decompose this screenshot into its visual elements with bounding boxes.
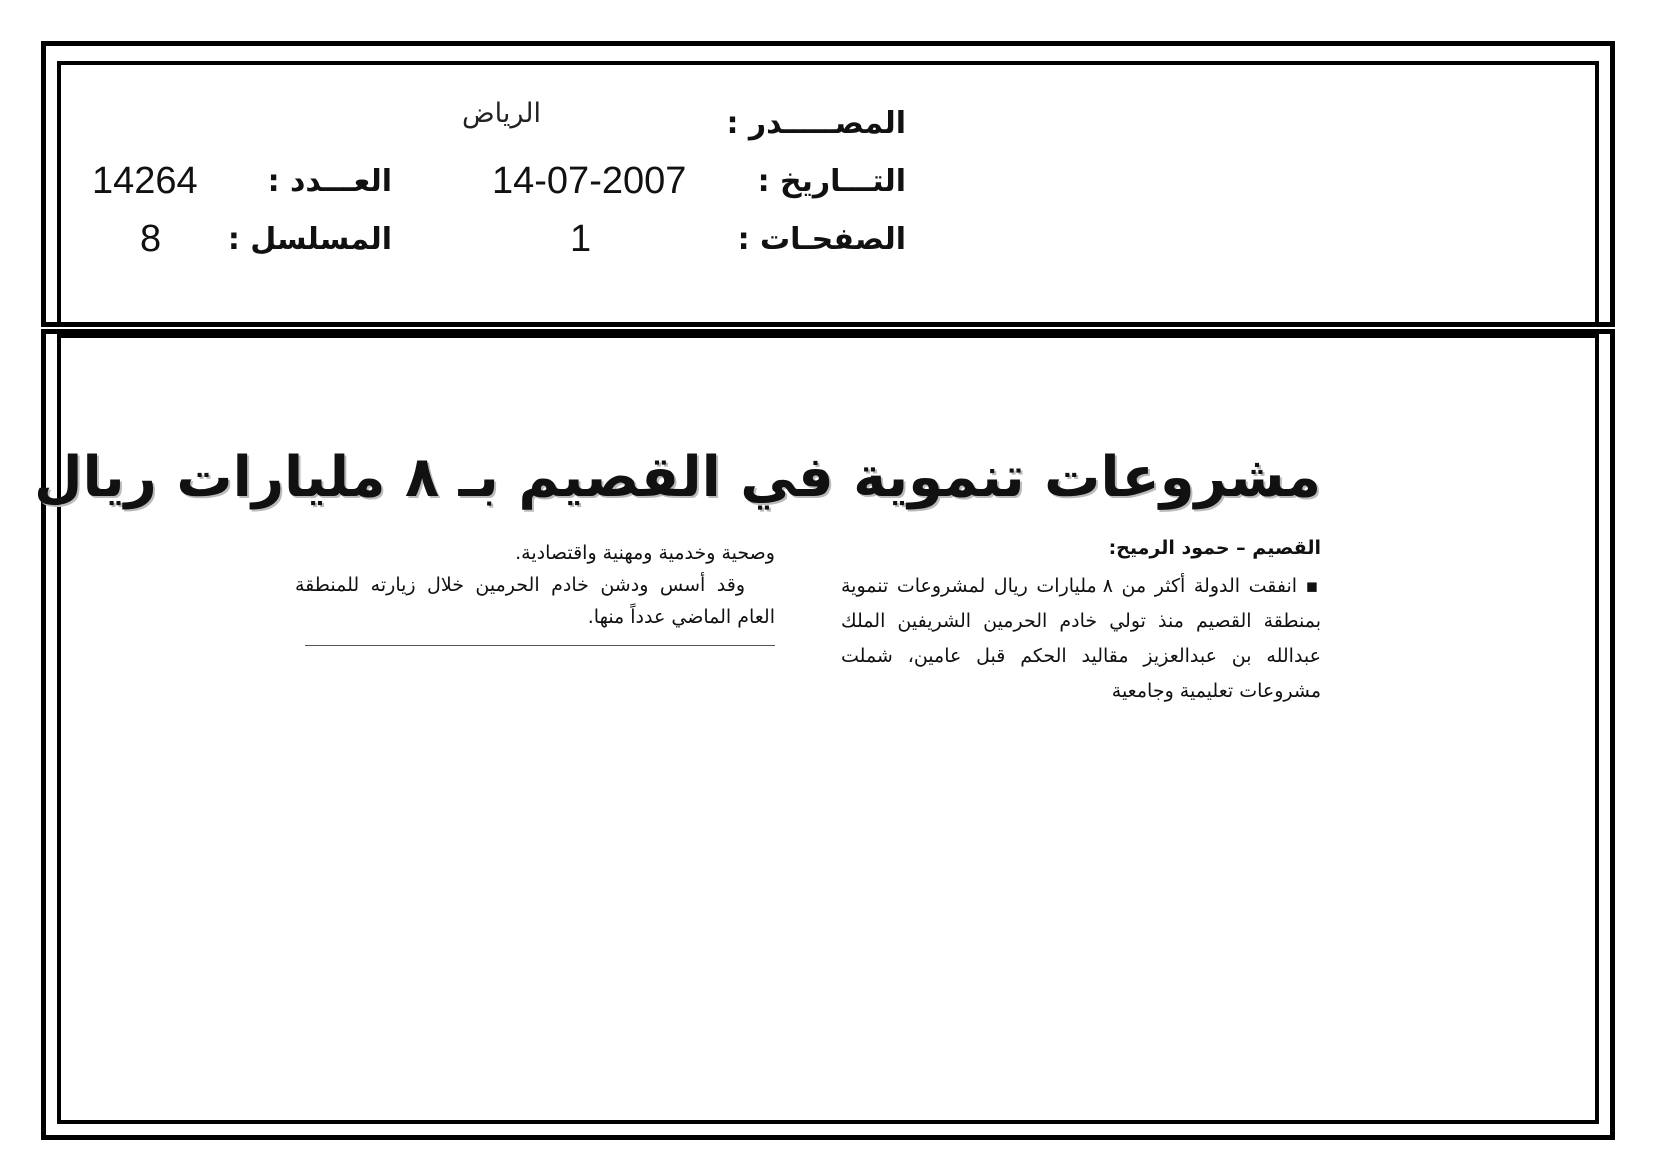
article-paragraph: ▪ انفقت الدولة أكثر من ٨ مليارات ريال لمشروعات تنموية بمنطقة القصيم منذ تولي خادم الحرمين الشريفين الملك عبدالله بن عبدالعزيز مقاليد الحكم قبل عامين، شملت مشروعات تعليمية وجامعية (841, 575, 1321, 702)
article-clipping (33, 445, 1335, 715)
article-byline: القصيم – حمود الرميح: (1108, 537, 1321, 559)
issue-label: العـــدد : (267, 164, 392, 199)
article-column-right (841, 569, 1321, 709)
issue-value: 14264 (92, 160, 198, 202)
source-label: المصـــــدر : (726, 106, 906, 141)
source-value: الرياض (461, 98, 541, 129)
date-label: التـــاريخ : (757, 164, 906, 199)
pages-value: 1 (570, 218, 592, 260)
pages-label: الصفحـات : (737, 222, 906, 257)
frame-separator (41, 322, 1615, 334)
date-value: 14-07-2007 (492, 160, 687, 202)
article-paragraph: وصحية وخدمية ومهنية واقتصادية. (515, 542, 775, 564)
article-headline: مشروعات تنموية في القصيم بـ ٨ مليارات ريال (33, 445, 1321, 510)
article-column-left (295, 537, 775, 633)
serial-value: 8 (140, 218, 162, 260)
serial-label: المسلسل : (227, 222, 392, 257)
article-paragraph: وقد أسس ودشن خادم الحرمين خلال زيارته للمنطقة العام الماضي عدداً منها. (295, 574, 775, 628)
column-end-rule (305, 645, 775, 646)
